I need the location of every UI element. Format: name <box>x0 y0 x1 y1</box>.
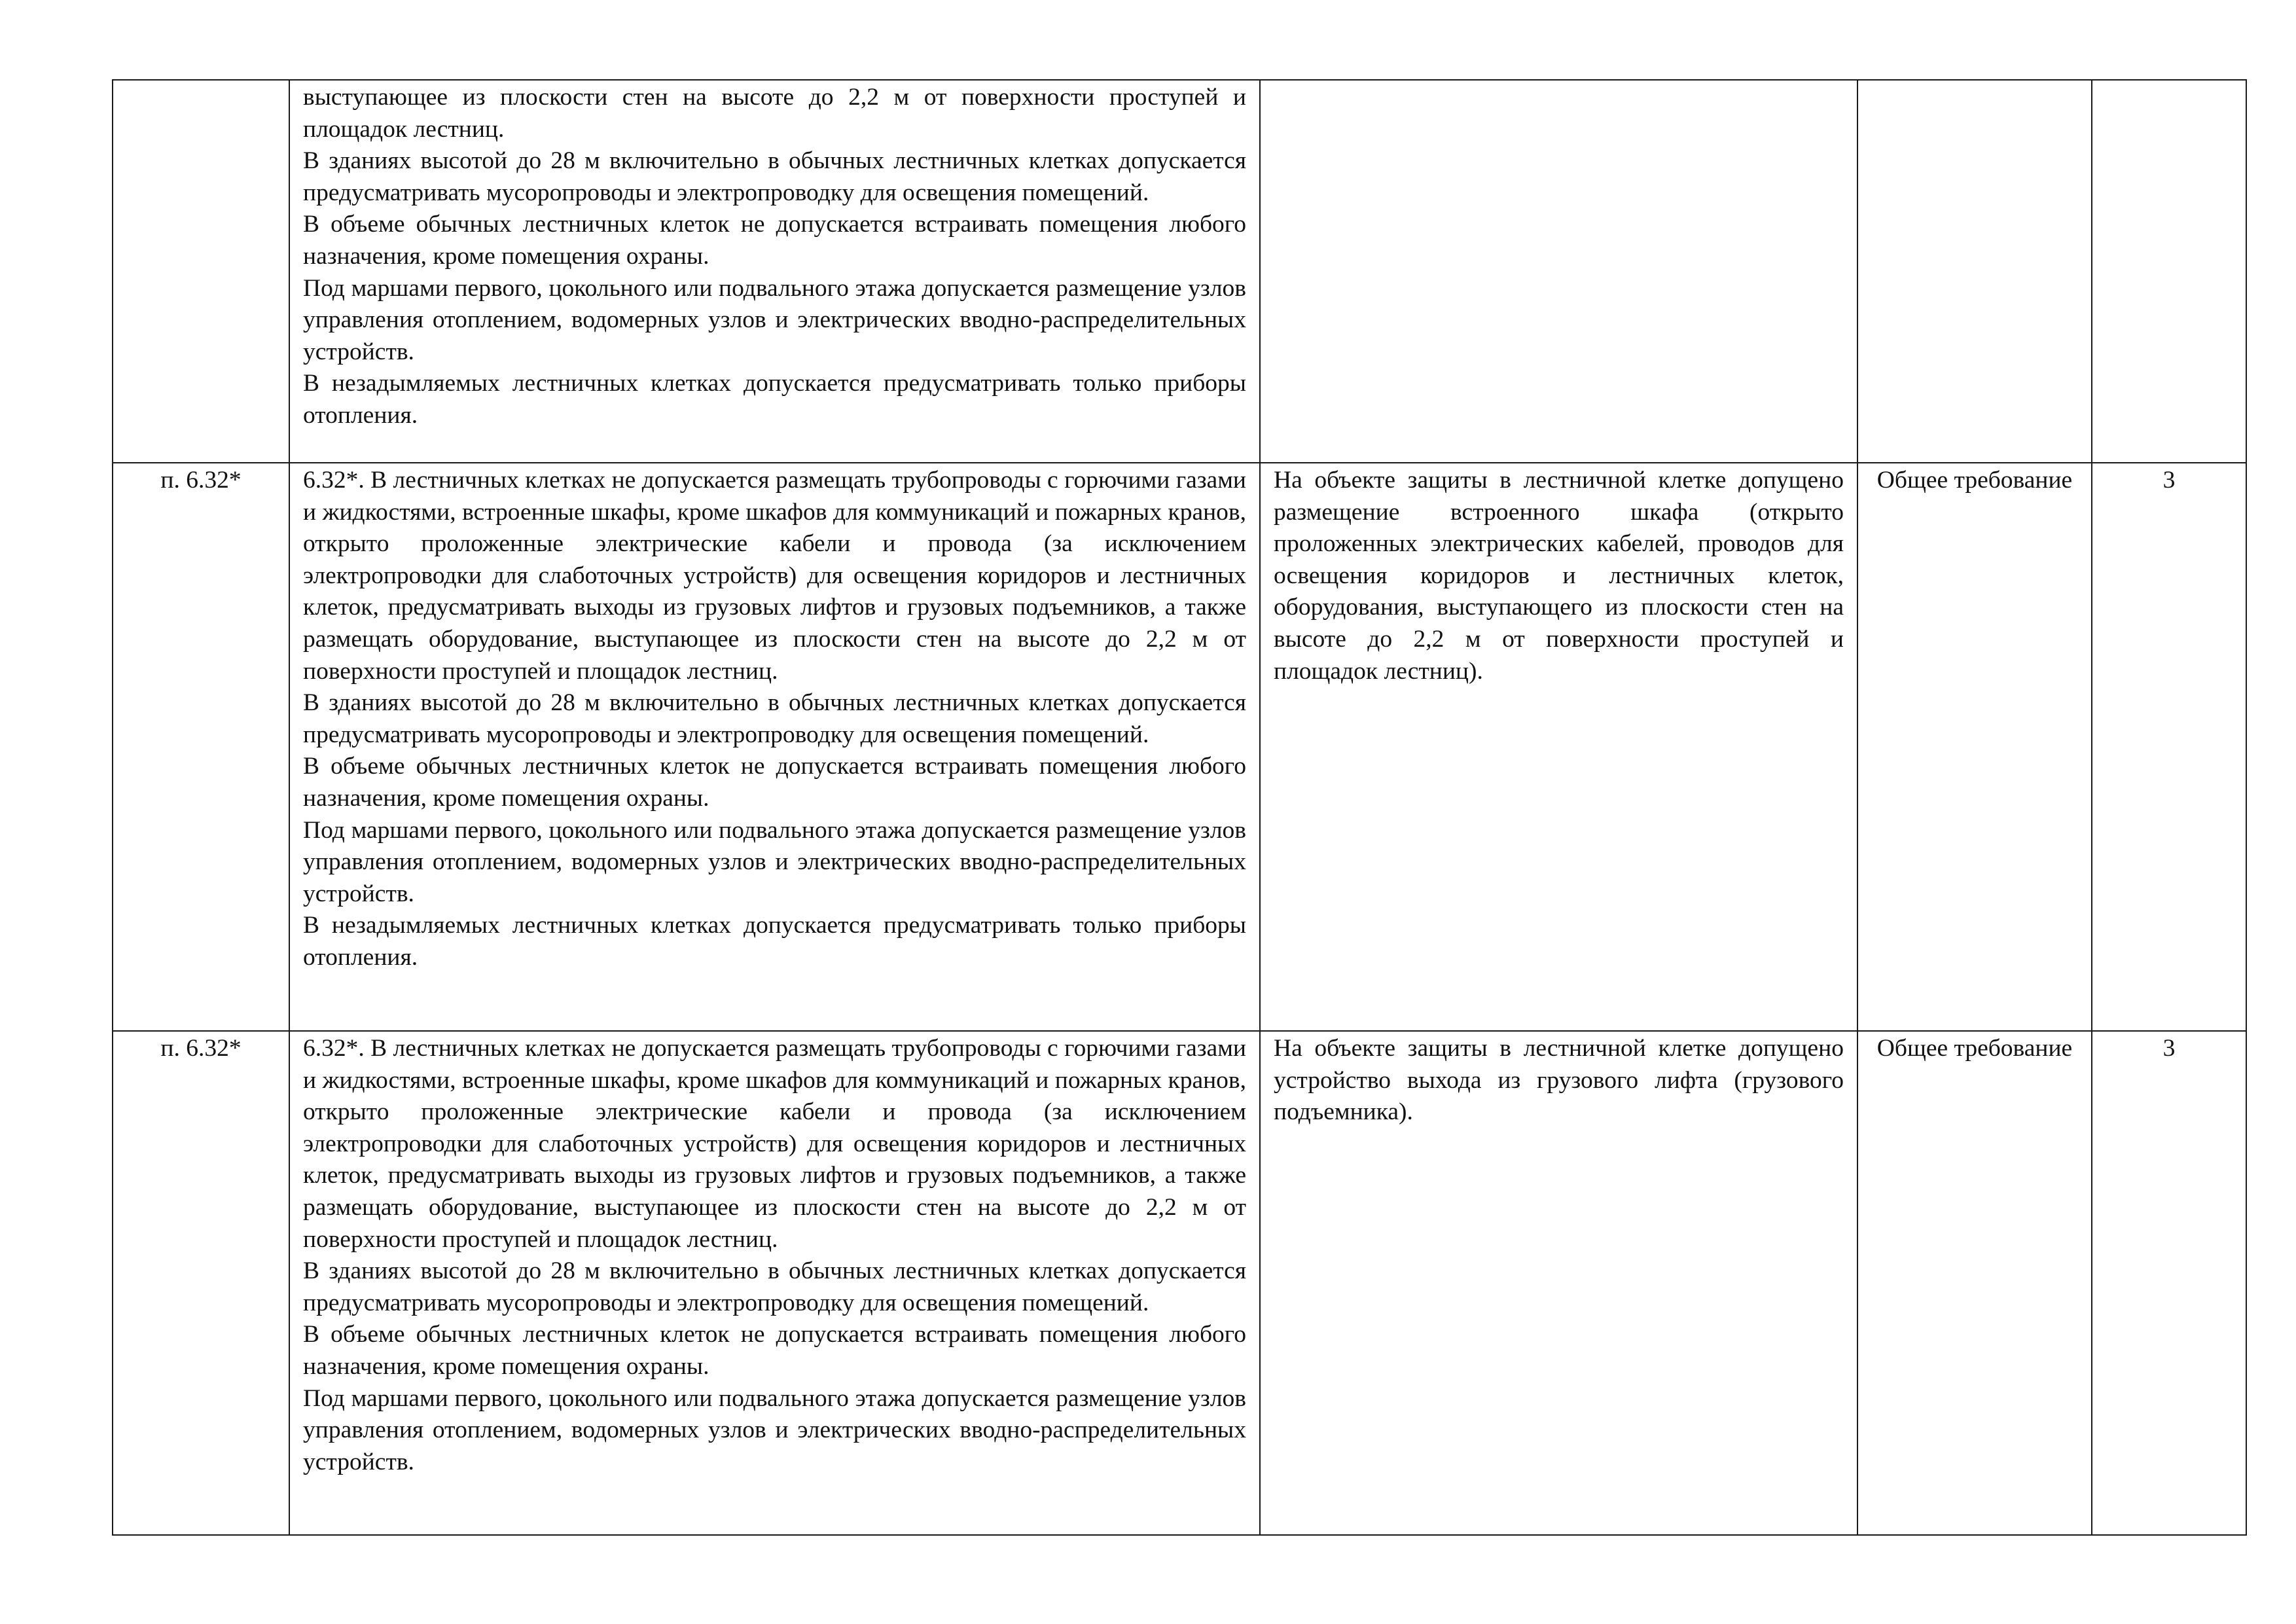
requirement-category-cell <box>1857 80 2092 463</box>
requirement-category-cell: Общее требование <box>1857 463 2092 1031</box>
requirement-paragraph: В объеме обычных лестничных клеток не допускается встраивать помещения любого назначения, кроме помещения охраны. <box>303 1321 1246 1380</box>
violation-text: На объекте защиты в лестничной клетке допущено размещение встроенного шкафа (открыто проложенных электрических кабелей, проводов для освещения коридоров и лестничных клеток, оборудования, выступающего из плоскости стен на высоте до 2,2 м от поверхности проступей и площадок лестниц). <box>1274 467 1844 685</box>
requirement-paragraph: В зданиях высотой до 28 м включительно в обычных лестничных клетках допускается предусматривать мусоропроводы и электропроводку для освещения помещений. <box>303 1257 1246 1316</box>
requirement-paragraph: 6.32*. В лестничных клетках не допускается размещать трубопроводы с горючими газами и жидкостями, встроенные шкафы, кроме шкафов для коммуникаций и пожарных кранов, открыто проложенные электрические кабели и провода (за исключением электропроводки для слаботочных устройств) для освещения коридоров и лестничных клеток, предусматривать выходы из грузовых лифтов и грузовых подъемников, а также размещать оборудование, выступающее из плоскости стен на высоте до 2,2 м от поверхности проступей и площадок лестниц. <box>303 1035 1246 1253</box>
requirement-text-cell <box>289 80 1260 463</box>
violation-description-cell <box>1260 1031 1857 1535</box>
table-row <box>113 463 2246 1031</box>
requirement-paragraph: Под маршами первого, цокольного или подвального этажа допускается размещение узлов управления отоплением, водомерных узлов и электрических вводно-распределительных устройств. <box>303 1384 1246 1475</box>
severity-number-cell: 3 <box>2092 463 2246 1031</box>
requirement-paragraph: выступающее из плоскости стен на высоте до 2,2 м от поверхности проступей и площадок лестниц. <box>303 84 1246 143</box>
norm-reference-cell: п. 6.32* <box>113 463 289 1031</box>
norm-reference-cell <box>113 80 289 463</box>
requirement-paragraph: В объеме обычных лестничных клеток не допускается встраивать помещения любого назначения, кроме помещения охраны. <box>303 753 1246 812</box>
norm-reference-cell: п. 6.32* <box>113 1031 289 1535</box>
requirement-paragraph: Под маршами первого, цокольного или подвального этажа допускается размещение узлов управления отоплением, водомерных узлов и электрических вводно-распределительных устройств. <box>303 274 1246 365</box>
violation-description-cell <box>1260 80 1857 463</box>
requirement-paragraph: В зданиях высотой до 28 м включительно в обычных лестничных клетках допускается предусматривать мусоропроводы и электропроводку для освещения помещений. <box>303 689 1246 748</box>
requirements-table <box>112 79 2247 1536</box>
severity-number-cell: 3 <box>2092 1031 2246 1535</box>
requirement-paragraph: Под маршами первого, цокольного или подвального этажа допускается размещение узлов управления отоплением, водомерных узлов и электрических вводно-распределительных устройств. <box>303 816 1246 907</box>
violation-description-cell <box>1260 463 1857 1031</box>
requirement-text-cell <box>289 1031 1260 1535</box>
requirement-paragraph: В незадымляемых лестничных клетках допускается предусматривать только приборы отопления. <box>303 912 1246 971</box>
violation-text: На объекте защиты в лестничной клетке допущено устройство выхода из грузового лифта (грузового подъемника). <box>1274 1035 1844 1126</box>
requirement-text-cell <box>289 463 1260 1031</box>
requirement-paragraph: В незадымляемых лестничных клетках допускается предусматривать только приборы отопления. <box>303 370 1246 429</box>
severity-number-cell <box>2092 80 2246 463</box>
requirement-paragraph: В зданиях высотой до 28 м включительно в обычных лестничных клетках допускается предусматривать мусоропроводы и электропроводку для освещения помещений. <box>303 147 1246 206</box>
requirement-category-cell: Общее требование <box>1857 1031 2092 1535</box>
table-row <box>113 80 2246 463</box>
requirement-paragraph: В объеме обычных лестничных клеток не допускается встраивать помещения любого назначения, кроме помещения охраны. <box>303 211 1246 270</box>
table-row <box>113 1031 2246 1535</box>
requirement-paragraph: 6.32*. В лестничных клетках не допускается размещать трубопроводы с горючими газами и жидкостями, встроенные шкафы, кроме шкафов для коммуникаций и пожарных кранов, открыто проложенные электрические кабели и провода (за исключением электропроводки для слаботочных устройств) для освещения коридоров и лестничных клеток, предусматривать выходы из грузовых лифтов и грузовых подъемников, а также размещать оборудование, выступающее из плоскости стен на высоте до 2,2 м от поверхности проступей и площадок лестниц. <box>303 467 1246 685</box>
